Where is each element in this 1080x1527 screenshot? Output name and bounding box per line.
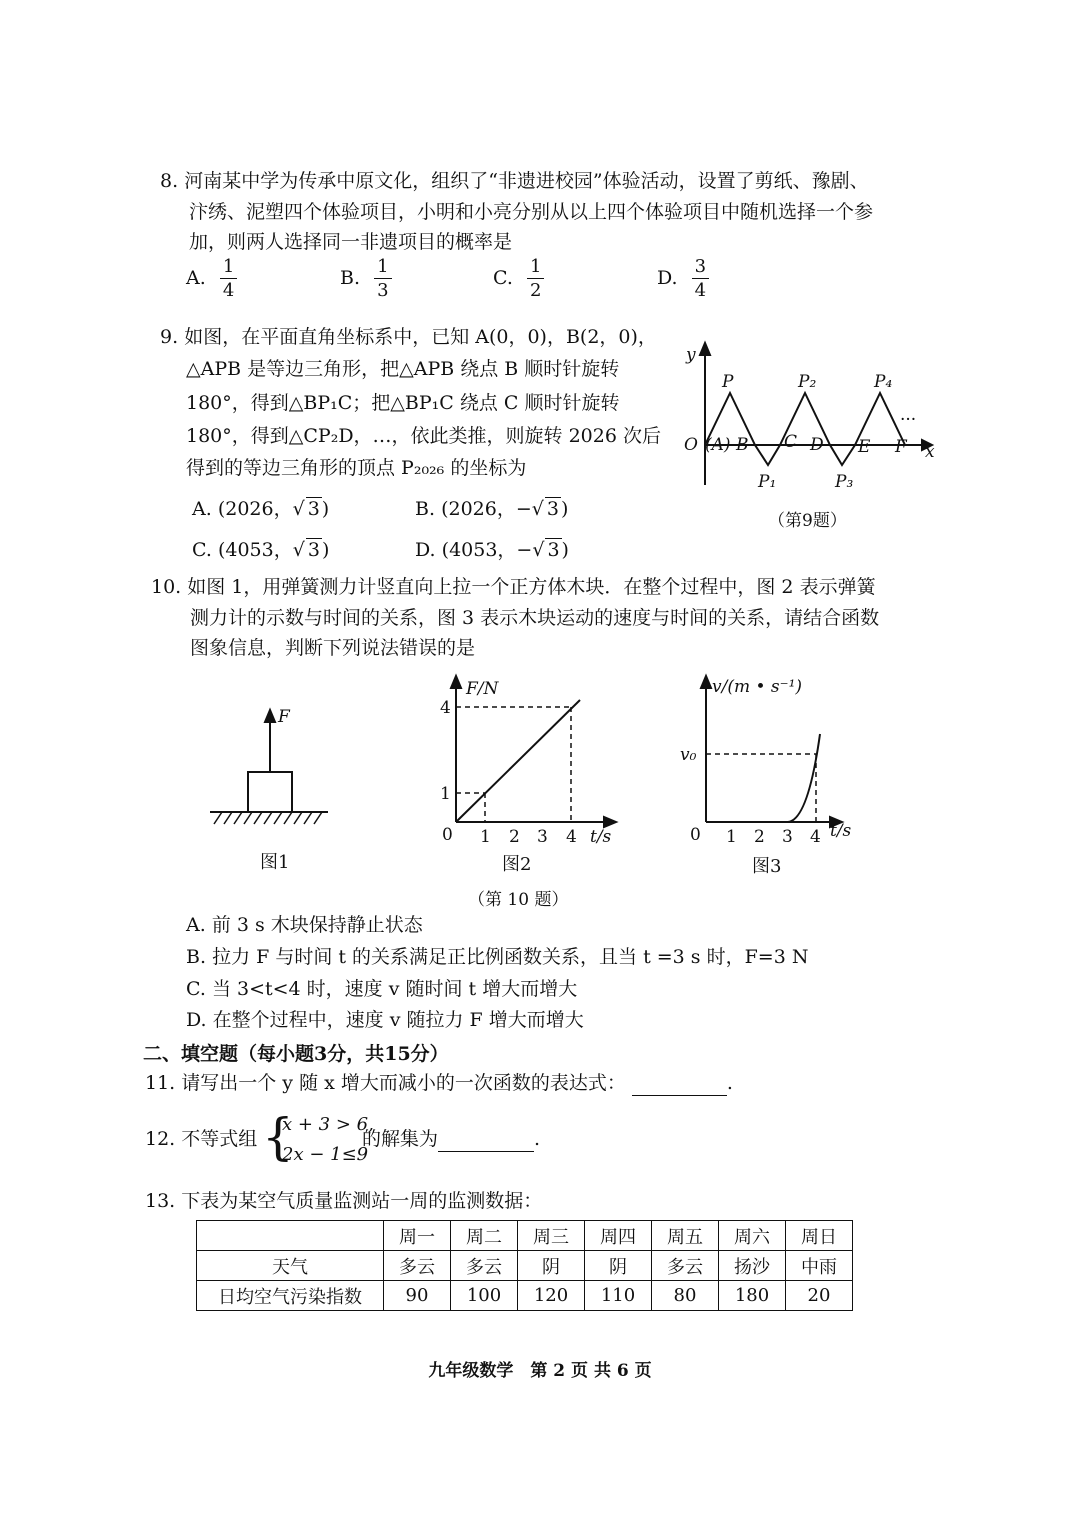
fig1-caption: 图1 bbox=[260, 852, 290, 873]
q12-answer-blank[interactable] bbox=[438, 1131, 534, 1152]
ytick-1: 1 bbox=[440, 784, 451, 804]
q10-line-3: 图象信息，判断下列说法错误的是 bbox=[190, 637, 476, 659]
q8-option-c[interactable]: C. $\frac{1}{2}$ bbox=[493, 258, 544, 300]
q10-caption: （第 10 题） bbox=[468, 890, 569, 910]
q10-figure-2 bbox=[430, 672, 620, 852]
q9-figure bbox=[670, 335, 950, 495]
q8-option-b[interactable]: B. $\frac{1}{3}$ bbox=[340, 258, 392, 300]
q12-inequality-2: 2x − 1≤9 bbox=[282, 1144, 369, 1165]
label-B: B bbox=[736, 435, 749, 455]
xtick-4: 4 bbox=[810, 827, 821, 847]
q10-line-1: 10. 如图 1，用弹簧测力计竖直向上拉一个正方体木块．在整个过程中，图 2 表示弹簧 bbox=[151, 576, 876, 598]
q8-option-a[interactable]: A. $\frac{1}{4}$ bbox=[186, 258, 237, 300]
label-A: (A) bbox=[705, 435, 731, 455]
label-P: P bbox=[722, 372, 734, 392]
q9-line-4: 180°，得到△CP₂D，…，依此类推，则旋转 2026 次后 bbox=[186, 425, 661, 447]
xtick-3: 3 bbox=[782, 827, 793, 847]
q10-option-d[interactable]: D. 在整个过程中，速度 v 随拉力 F 增大而增大 bbox=[186, 1009, 584, 1031]
ground-hatch bbox=[214, 812, 322, 824]
label-P1: P₁ bbox=[758, 472, 777, 492]
q9-option-d[interactable]: D. (4053，−√ 3 ) bbox=[415, 539, 569, 561]
q9-line-1: 9. 如图，在平面直角坐标系中，已知 A(0，0)，B(2，0)， bbox=[160, 326, 657, 348]
force-label: F bbox=[278, 707, 290, 727]
wood-block bbox=[248, 772, 292, 812]
q9-caption: （第9题） bbox=[768, 511, 847, 531]
table-row: 日均空气污染指数 90 100 120 110 80 180 20 bbox=[197, 1281, 853, 1311]
xtick-4: 4 bbox=[566, 827, 577, 847]
q12-prefix: 12. 不等式组 bbox=[145, 1128, 258, 1150]
q10-figure-1 bbox=[200, 700, 340, 835]
xtick-2: 2 bbox=[754, 827, 765, 847]
xtick-2: 2 bbox=[509, 827, 520, 847]
line-F-t bbox=[456, 700, 580, 822]
section-fill-in-blank-title: 二、填空题（每小题3分，共15分） bbox=[143, 1043, 449, 1065]
table-row: 天气 多云 多云 阴 阴 多云 扬沙 中雨 bbox=[197, 1251, 853, 1281]
table-header-row: 周一 周二 周三 周四 周五 周六 周日 bbox=[197, 1221, 853, 1251]
page-footer: 九年级数学 第 2 页 共 6 页 bbox=[428, 1361, 652, 1381]
label-E: E bbox=[858, 437, 871, 457]
q11-answer-blank[interactable] bbox=[632, 1075, 727, 1096]
label-dots: ··· bbox=[900, 410, 917, 430]
label-P2: P₂ bbox=[798, 372, 817, 392]
y-axis-arrow bbox=[700, 343, 710, 355]
q9-option-b[interactable]: B. (2026，−√ 3 ) bbox=[415, 498, 569, 520]
q10-option-c[interactable]: C. 当 3<t<4 时，速度 v 随时间 t 增大而增大 bbox=[186, 978, 578, 1000]
zigzag-triangles bbox=[705, 393, 905, 465]
ytick-4: 4 bbox=[440, 698, 451, 718]
label-P4: P₄ bbox=[874, 372, 893, 392]
q8-line-1: 8. 河南某中学为传承中原文化，组织了“非遗进校园”体验活动，设置了剪纸、豫剧、 bbox=[160, 170, 869, 192]
label-C: C bbox=[784, 432, 798, 452]
origin: 0 bbox=[442, 825, 453, 845]
xlabel: t/s bbox=[590, 827, 612, 847]
ylabel: v/(m • s⁻¹) bbox=[712, 677, 803, 697]
xtick-3: 3 bbox=[537, 827, 548, 847]
origin: 0 bbox=[690, 825, 701, 845]
label-D: D bbox=[810, 435, 824, 455]
fig3-caption: 图3 bbox=[752, 856, 782, 877]
fraction: $\frac{1}{3}$ bbox=[374, 258, 391, 300]
xtick-1: 1 bbox=[480, 827, 491, 847]
q10-option-a[interactable]: A. 前 3 s 木块保持静止状态 bbox=[186, 914, 423, 936]
q8-option-d[interactable]: D. $\frac{3}{4}$ bbox=[657, 258, 709, 300]
v0-label: v₀ bbox=[680, 745, 697, 765]
question-11: 11. 请写出一个 y 随 x 增大而减小的一次函数的表达式： . bbox=[145, 1072, 733, 1094]
q9-line-5: 得到的等边三角形的顶点 P₂₀₂₆ 的坐标为 bbox=[186, 457, 527, 479]
label-F: F bbox=[895, 437, 907, 457]
xtick-1: 1 bbox=[726, 827, 737, 847]
fig2-caption: 图2 bbox=[502, 854, 532, 875]
q10-figure-3 bbox=[680, 672, 870, 852]
label-P3: P₃ bbox=[835, 472, 854, 492]
q9-line-3: 180°，得到△BP₁C；把△BP₁C 绕点 C 顺时针旋转 bbox=[186, 392, 620, 414]
velocity-curve bbox=[788, 734, 820, 822]
air-quality-table bbox=[196, 1220, 853, 1311]
fraction: $\frac{1}{4}$ bbox=[220, 258, 237, 300]
label-y: y bbox=[686, 345, 696, 365]
label-x: x bbox=[925, 442, 935, 462]
q12-inequality-1: x + 3 > 6, bbox=[282, 1114, 374, 1135]
q9-line-2: △APB 是等边三角形，把△APB 绕点 B 顺时针旋转 bbox=[186, 358, 620, 380]
q10-option-b[interactable]: B. 拉力 F 与时间 t 的关系满足正比例函数关系，且当 t =3 s 时，F=3 N bbox=[186, 946, 809, 968]
q9-option-c[interactable]: C. (4053，√ 3 ) bbox=[192, 539, 330, 561]
xlabel: t/s bbox=[830, 821, 852, 841]
fraction: $\frac{1}{2}$ bbox=[527, 258, 544, 300]
system-brace: { bbox=[262, 1108, 294, 1166]
q8-line-3: 加，则两人选择同一非遗项目的概率是 bbox=[189, 231, 513, 253]
q12-suffix: 的解集为 . bbox=[362, 1128, 541, 1150]
ylabel: F/N bbox=[466, 679, 499, 699]
label-O: O bbox=[684, 435, 698, 455]
question-13: 13. 下表为某空气质量监测站一周的监测数据： bbox=[145, 1190, 543, 1212]
q9-option-a[interactable]: A. (2026，√ 3 ) bbox=[192, 498, 330, 520]
q10-line-2: 测力计的示数与时间的关系，图 3 表示木块运动的速度与时间的关系，请结合函数 bbox=[190, 607, 880, 629]
q8-line-2: 汴绣、泥塑四个体验项目，小明和小亮分别从以上四个体验项目中随机选择一个参 bbox=[189, 201, 874, 223]
fraction: $\frac{3}{4}$ bbox=[692, 258, 709, 300]
